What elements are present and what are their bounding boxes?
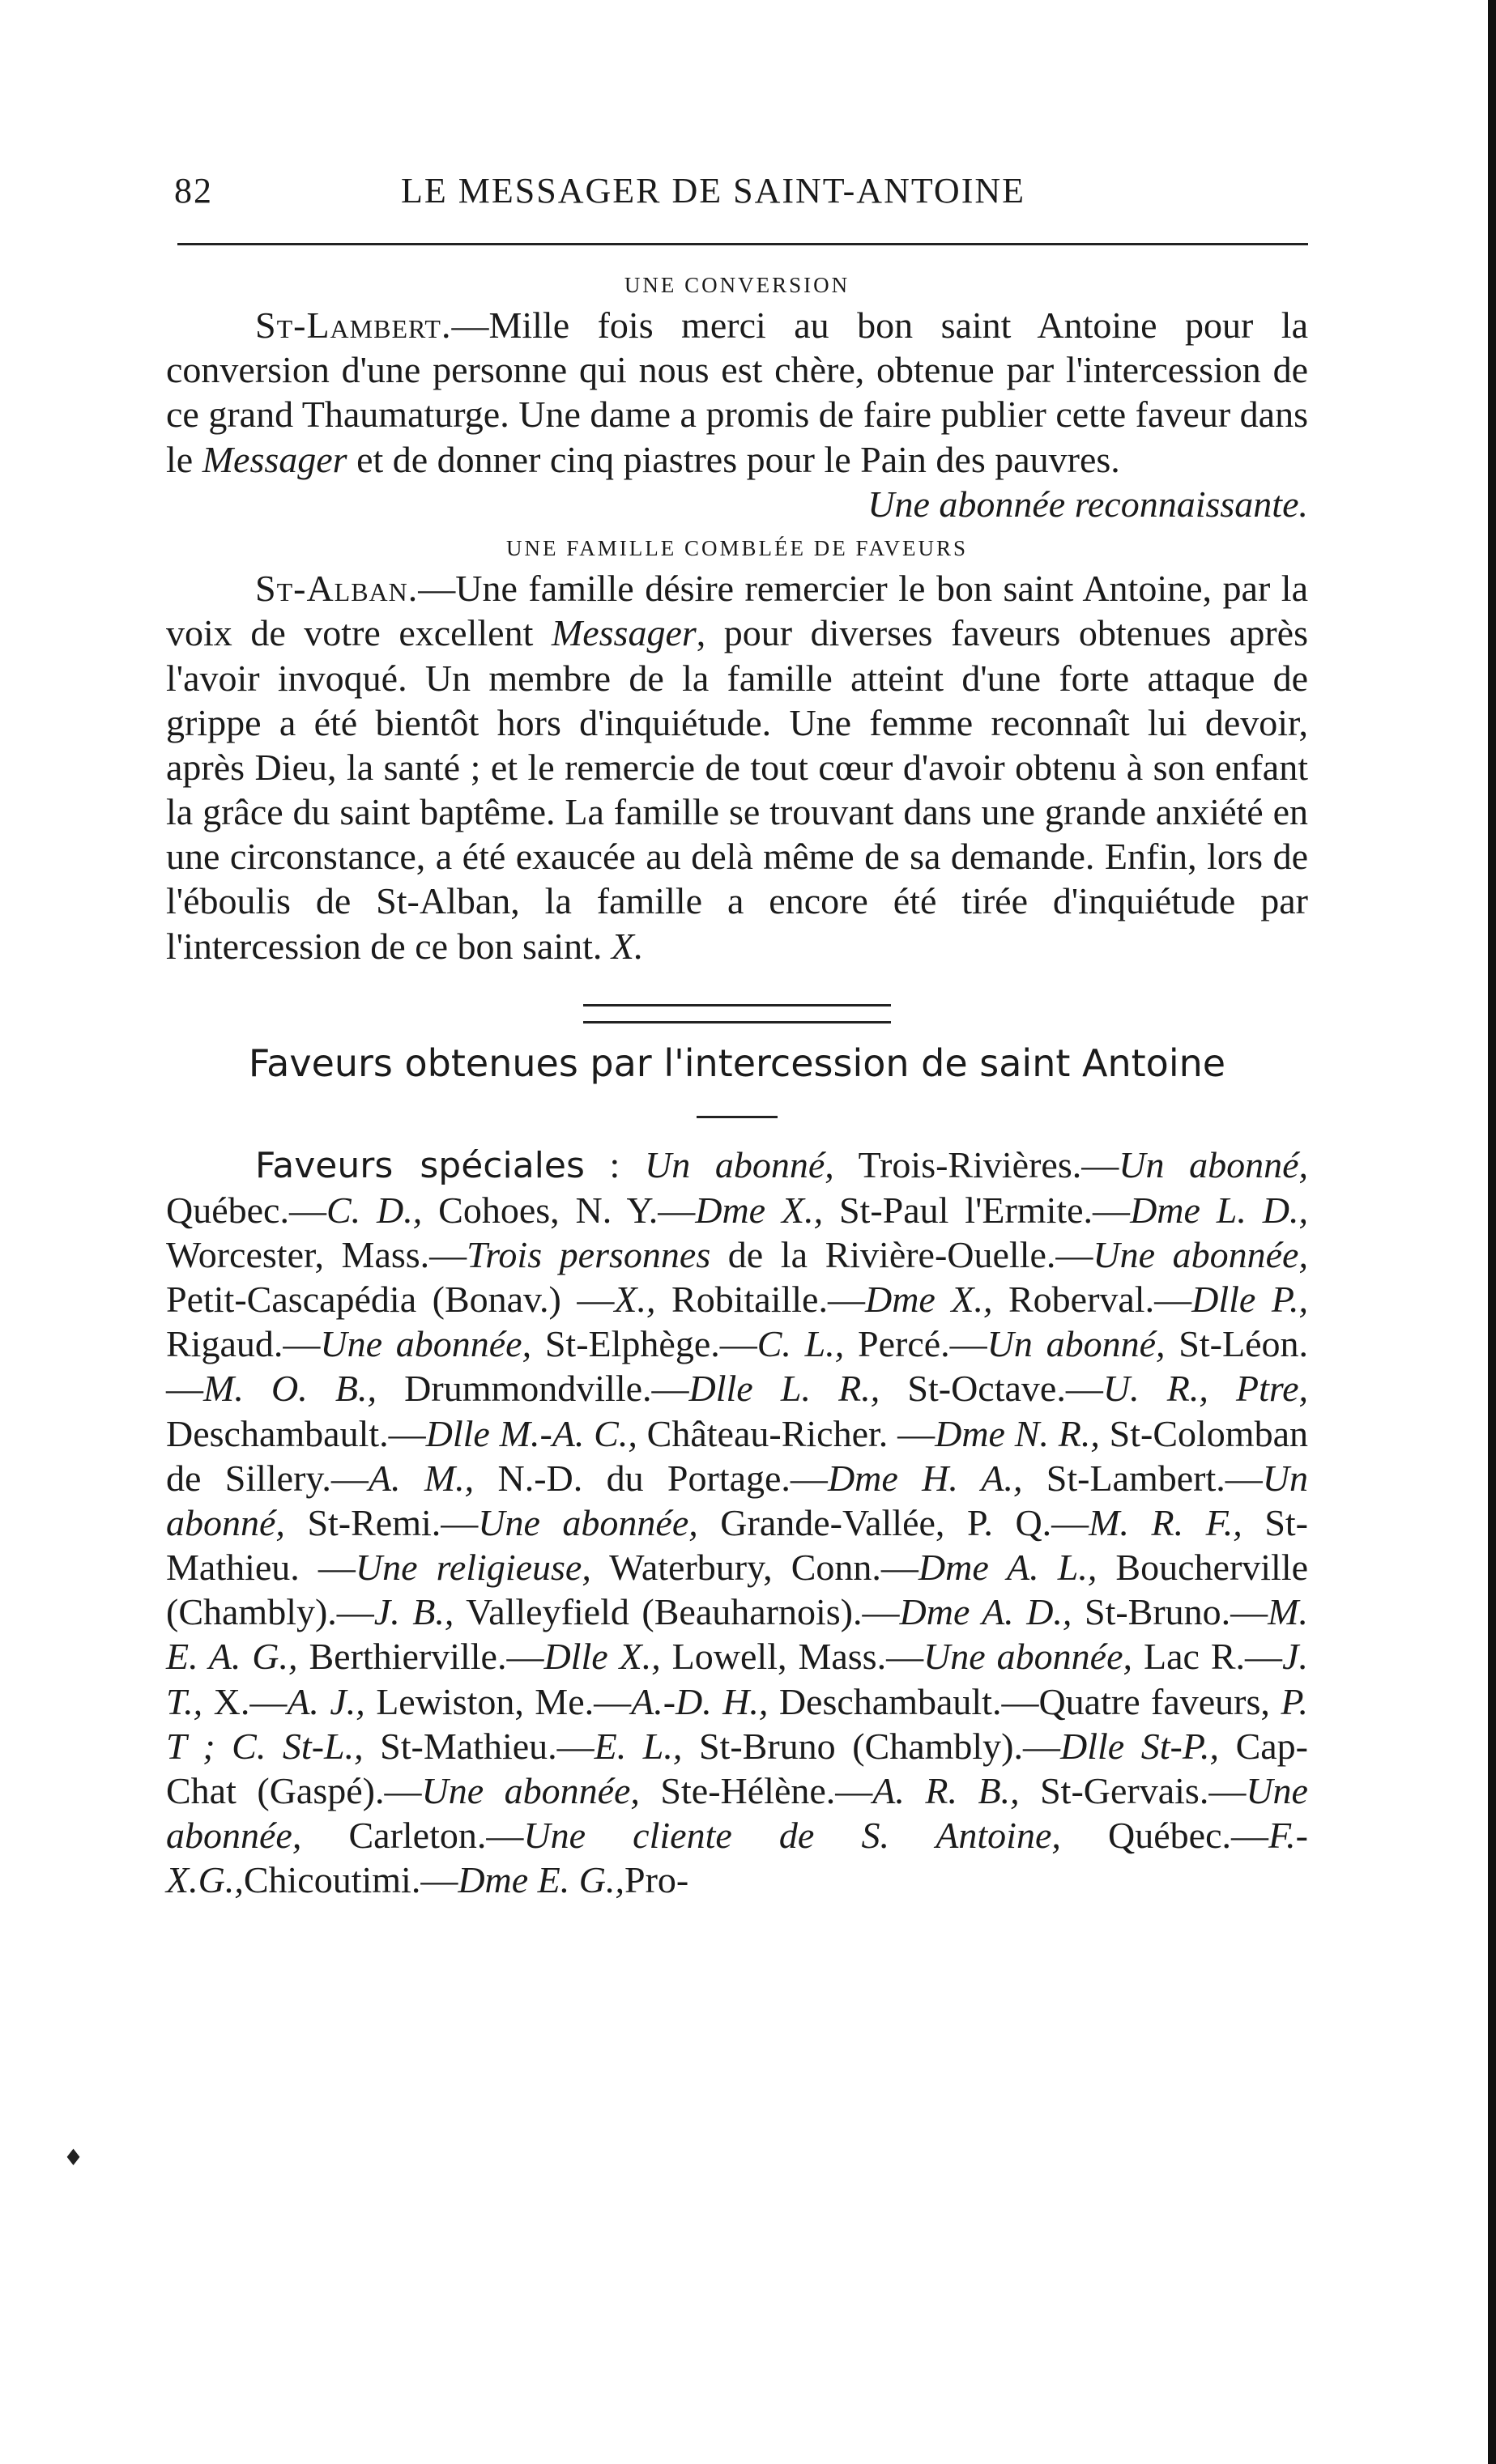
favour-place: N.-D. du Portage.— xyxy=(474,1457,828,1499)
favour-place: X.— xyxy=(202,1680,288,1722)
favour-name: M. O. B., xyxy=(203,1368,377,1410)
favour-name: C. D., xyxy=(326,1189,423,1231)
favour-place: St-Mathieu. — xyxy=(166,1501,1308,1589)
favour-name: A. J., xyxy=(287,1680,365,1722)
favour-place: : xyxy=(584,1143,645,1185)
favour-name: M. E. A. G., xyxy=(166,1591,1308,1678)
favour-name: Dlle P., xyxy=(1191,1278,1308,1320)
favour-name: F.-X.G., xyxy=(166,1815,1308,1901)
favour-name: Dlle X., xyxy=(543,1636,661,1678)
favour-name: M. R. F., xyxy=(1089,1501,1242,1543)
page-edge-border xyxy=(1488,0,1496,2464)
favour-name: Dme E. G., xyxy=(458,1859,625,1901)
favour-place: Ste-Hélène.— xyxy=(639,1770,873,1812)
favour-name: J. T., xyxy=(166,1636,1308,1722)
paragraph-text: —Une famille désire remercier le bon saint Antoine, par la voix de votre excellent xyxy=(166,568,1308,654)
favour-name: Dme H. A., xyxy=(827,1457,1023,1499)
page-number: 82 xyxy=(174,171,213,211)
favour-name: A. R. B., xyxy=(872,1770,1020,1812)
favour-name: Un abonné, xyxy=(987,1323,1166,1365)
favour-place: Québec.— xyxy=(166,1189,326,1231)
favour-place: Chicoutimi.— xyxy=(243,1859,458,1901)
favour-place: de la Rivière-Ouelle.— xyxy=(710,1233,1093,1275)
paragraph-text-end: et de donner cinq piastres pour le Pain des pauvres. xyxy=(347,438,1120,480)
paragraph-st-alban xyxy=(166,566,1308,968)
favour-place: Percé.— xyxy=(844,1323,987,1365)
favour-name: Une abonnée, xyxy=(923,1636,1133,1678)
faveurs-lead: Faveurs spéciales xyxy=(255,1144,585,1186)
favour-place: St-Octave.— xyxy=(880,1368,1103,1410)
paragraph-text: —Mille fois merci au bon saint Antoine pour la conversion d'une personne qui nous est chère, obtenue par l'intercession de ce grand Thaumaturge. Une dame a promis de faire publier cette faveur dans le xyxy=(166,304,1308,480)
favour-name: U. R., Ptre, xyxy=(1102,1368,1308,1410)
faveurs-list xyxy=(166,1143,1308,1903)
favour-place: Valleyfield (Beauharnois).— xyxy=(454,1591,900,1633)
short-rule-divider xyxy=(697,1116,778,1118)
header-title: LE MESSAGER DE SAINT-ANTOINE xyxy=(401,171,1025,211)
favour-name: Dme X., xyxy=(864,1278,993,1320)
favour-name: X., xyxy=(614,1278,656,1320)
margin-mark: ♦ xyxy=(63,2144,84,2171)
favour-name: E. L., xyxy=(594,1725,683,1767)
favour-name: A. M., xyxy=(368,1457,475,1499)
favour-name: Dme N. R., xyxy=(935,1412,1100,1454)
favour-place: Cohoes, N. Y.— xyxy=(422,1189,696,1231)
faveurs-heading: Faveurs obtenues par l'intercession de saint Antoine xyxy=(248,1040,1226,1085)
favour-place: Rigaud.— xyxy=(166,1323,321,1365)
favour-name: Dme L. D., xyxy=(1130,1189,1308,1231)
favour-place: Château-Richer. — xyxy=(637,1412,936,1454)
favour-name: Dlle M.-A. C., xyxy=(425,1412,637,1454)
favour-place: Cap-Chat (Gaspé).— xyxy=(166,1725,1309,1812)
favour-name: C. L., xyxy=(757,1323,845,1365)
favour-place: Petit-Cascapédia (Bonav.) — xyxy=(166,1278,615,1320)
favour-place: Worcester, Mass.— xyxy=(166,1233,467,1275)
favour-name: Dme A. L., xyxy=(918,1547,1097,1589)
favour-place: Grande-Vallée, P. Q.— xyxy=(697,1501,1089,1543)
favour-place: St-Colomban de Sillery.— xyxy=(166,1412,1309,1499)
favour-place: Waterbury, Conn.— xyxy=(590,1547,918,1589)
favour-place: Roberval.— xyxy=(992,1278,1192,1320)
favour-name: A.-D. H., xyxy=(631,1680,769,1722)
favour-place: Deschambault.—Quatre faveurs, xyxy=(768,1680,1281,1722)
favour-place: Robitaille.— xyxy=(655,1278,865,1320)
publication-name: Messager xyxy=(202,438,347,480)
signature: X. xyxy=(611,925,644,967)
place-name: St-Alban. xyxy=(255,568,419,610)
favour-place: Carleton.— xyxy=(301,1815,524,1857)
favour-place: Trois-Rivières.— xyxy=(833,1143,1119,1185)
favour-place: St-Lambert.— xyxy=(1022,1457,1263,1499)
double-rule-divider xyxy=(583,1004,891,1023)
favour-name: Une abonnée, xyxy=(166,1770,1308,1857)
favour-name: Une cliente de S. Antoine, xyxy=(523,1815,1061,1857)
header-rule xyxy=(177,243,1308,245)
favour-name: Une abonnée, xyxy=(1093,1233,1308,1275)
favour-name: J. B., xyxy=(373,1591,454,1633)
paragraph-text-end: , pour diverses faveurs obtenues après l'avoir invoqué. Un membre de la famille atteint d'une forte attaque de grippe a été bientôt hors d'inquiétude. Une femme reconnaît lui devoir, après Dieu, la santé ; et le remercie de tout cœur d'avoir obtenu à son enfant la grâce du saint baptême. La famille se trouvant dans une grande anxiété en une circonstance, a été exaucée au delà même de sa demande. Enfin, lors de l'éboulis de St-Alban, la famille a encore été tirée d'inquiétude par l'intercession de ce bon saint. xyxy=(166,612,1308,967)
section-heading: UNE FAMILLE COMBLÉE DE FAVEURS xyxy=(505,536,968,561)
favour-place: Lac R.— xyxy=(1132,1636,1283,1678)
favour-name: Une religieuse, xyxy=(355,1547,591,1589)
favour-place: St-Mathieu.— xyxy=(363,1725,595,1767)
favour-place: St-Remi.— xyxy=(284,1501,479,1543)
running-header xyxy=(166,162,1308,219)
favour-name: Dlle St-P., xyxy=(1060,1725,1220,1767)
favour-name: Trois personnes xyxy=(467,1233,711,1275)
favour-place: St-Bruno.— xyxy=(1072,1591,1268,1633)
section-famille-comblee xyxy=(166,534,1308,968)
favour-place: Deschambault.— xyxy=(166,1412,426,1454)
favour-place: St-Gervais.— xyxy=(1019,1770,1247,1812)
favour-name: Un abonné, xyxy=(1119,1143,1309,1185)
favour-place: Drummondville.— xyxy=(376,1368,689,1410)
favour-name: Une abonnée, xyxy=(478,1501,698,1543)
favour-place: St-Bruno (Chambly).— xyxy=(682,1725,1060,1767)
favour-name: Un abonné, xyxy=(645,1143,834,1185)
favour-name: Dme A. D., xyxy=(899,1591,1072,1633)
book-page xyxy=(166,162,1308,1903)
favour-place: Lewiston, Me.— xyxy=(364,1680,632,1722)
place-name: St-Lambert. xyxy=(255,304,452,347)
favour-place: Berthierville.— xyxy=(297,1636,544,1678)
signature: Une abonnée reconnaissante. xyxy=(867,483,1308,525)
section-heading: UNE CONVERSION xyxy=(624,273,850,297)
favour-name: P. T ; C. St-L., xyxy=(166,1680,1308,1767)
section-une-conversion xyxy=(166,271,1308,526)
favour-name: Une abonnée, xyxy=(320,1323,532,1365)
favour-name: Dlle L. R., xyxy=(688,1368,880,1410)
favour-place: Lowell, Mass.— xyxy=(660,1636,924,1678)
favour-name: Un abonné, xyxy=(166,1457,1308,1543)
favour-name: Une abonnée, xyxy=(421,1770,640,1812)
paragraph-st-lambert xyxy=(166,303,1308,482)
publication-name: Messager xyxy=(551,612,697,654)
favour-place: St-Paul l'Ermite.— xyxy=(823,1189,1131,1231)
favour-place: Boucherville (Chambly).— xyxy=(166,1547,1309,1633)
favour-name: Dme X., xyxy=(695,1189,824,1231)
favour-place: Québec.— xyxy=(1060,1815,1268,1857)
favour-place: St-Léon.— xyxy=(166,1323,1309,1410)
favour-place: St-Elphège.— xyxy=(531,1323,757,1365)
favour-place: Pro- xyxy=(624,1859,689,1901)
